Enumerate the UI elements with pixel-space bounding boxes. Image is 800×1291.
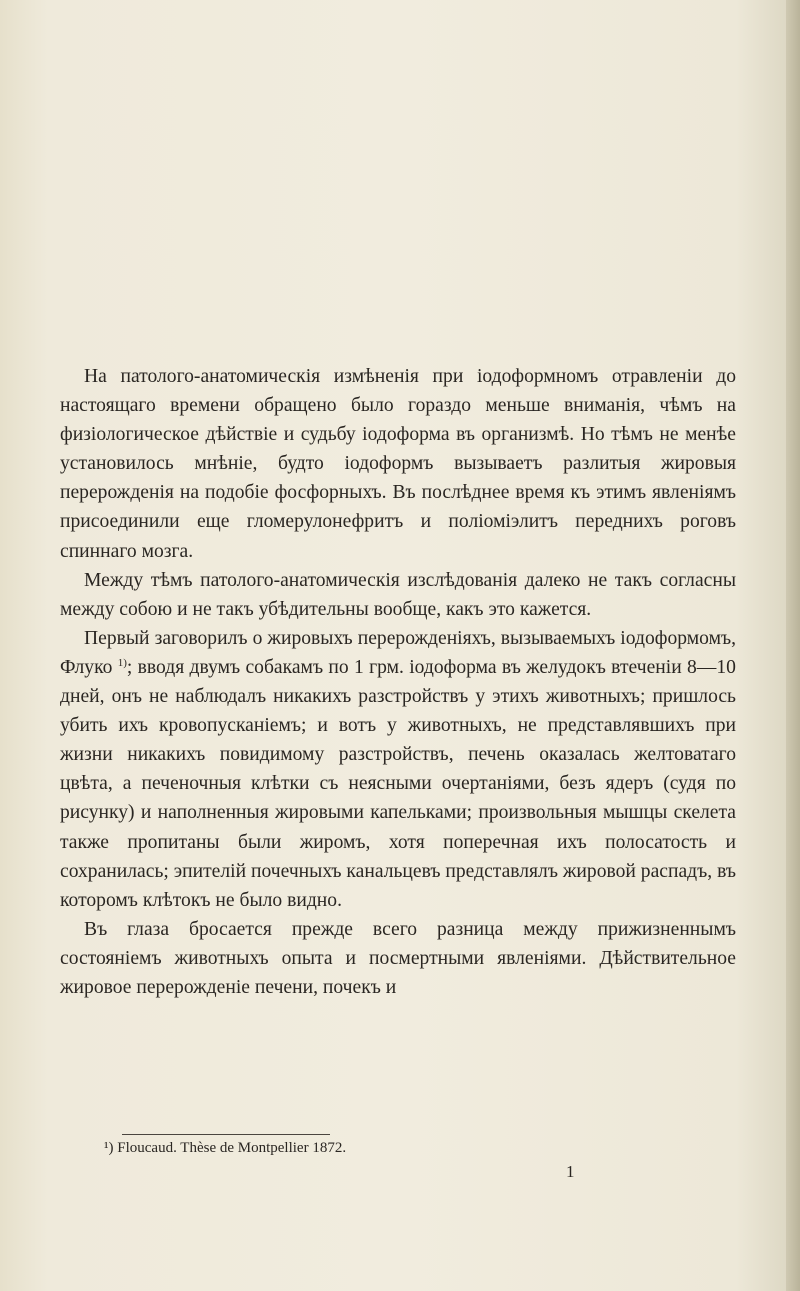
page-number: 1	[566, 1162, 575, 1181]
paragraph-3	[60, 624, 736, 915]
paragraph-1: На патолого-анатомическія измѣненія при іодоформномъ отравленіи до настоящаго времени обращено было гораздо меньше вниманія, чѣмъ на физіологическое дѣйствіе и судьбу іодоформа въ организмѣ. Но тѣмъ не менѣе установилось мнѣніе, будто іодоформъ вызываетъ разлитыя жировыя перерожденія на подобіе фосфорныхъ. Въ послѣднее время къ этимъ явленіямъ присоединили еще гломерулонефритъ и поліоміэлитъ переднихъ роговъ спиннаго мозга.	[60, 366, 736, 562]
paragraph-3-rest: ; вводя двумъ собакамъ по 1 грм. іодоформа въ желудокъ втеченіи 8—10 дней, онъ не наблюдалъ никакихъ разстройствъ у этихъ животныхъ; пришлось убить ихъ кровопусканіемъ; и вотъ у животныхъ, не представлявшихъ при жизни никакихъ повидимому разстройствъ, печень оказалась желтоватаго цвѣта, а печеночныя клѣтки съ неясными очертаніями, безъ ядеръ (судя по рисунку) и наполненныя жировыми капельками; произвольныя мышцы скелета также пропитаны были жиромъ, хотя поперечная ихъ полосатость и сохранилась; эпителій почечныхъ канальцевъ представлялъ жировой распадъ, въ которомъ клѣтокъ не было видно.	[60, 656, 736, 911]
footnote-divider	[122, 1134, 330, 1135]
main-text	[60, 362, 736, 1002]
page-edge-shadow	[786, 0, 800, 1291]
footnote: ¹) Floucaud. Thèse de Montpellier 1872.	[104, 1140, 347, 1156]
paragraph-2: Между тѣмъ патолого-анатомическія изслѣдованія далеко не такъ согласны между собою и не такъ убѣдительны вообще, какъ это кажется.	[60, 569, 736, 620]
paragraph-4: Въ глаза бросается прежде всего разница между прижизненнымъ состояніемъ животныхъ опыта и посмертными явленіями. Дѣйствительное жировое перерожденіе печени, почекъ и	[60, 918, 736, 998]
paragraph-3-start: Первый заговорилъ о жировыхъ перерожденіяхъ, вызываемыхъ іодоформомъ, Флуко	[60, 627, 736, 678]
footnote-reference[interactable]: 1)	[117, 656, 127, 669]
